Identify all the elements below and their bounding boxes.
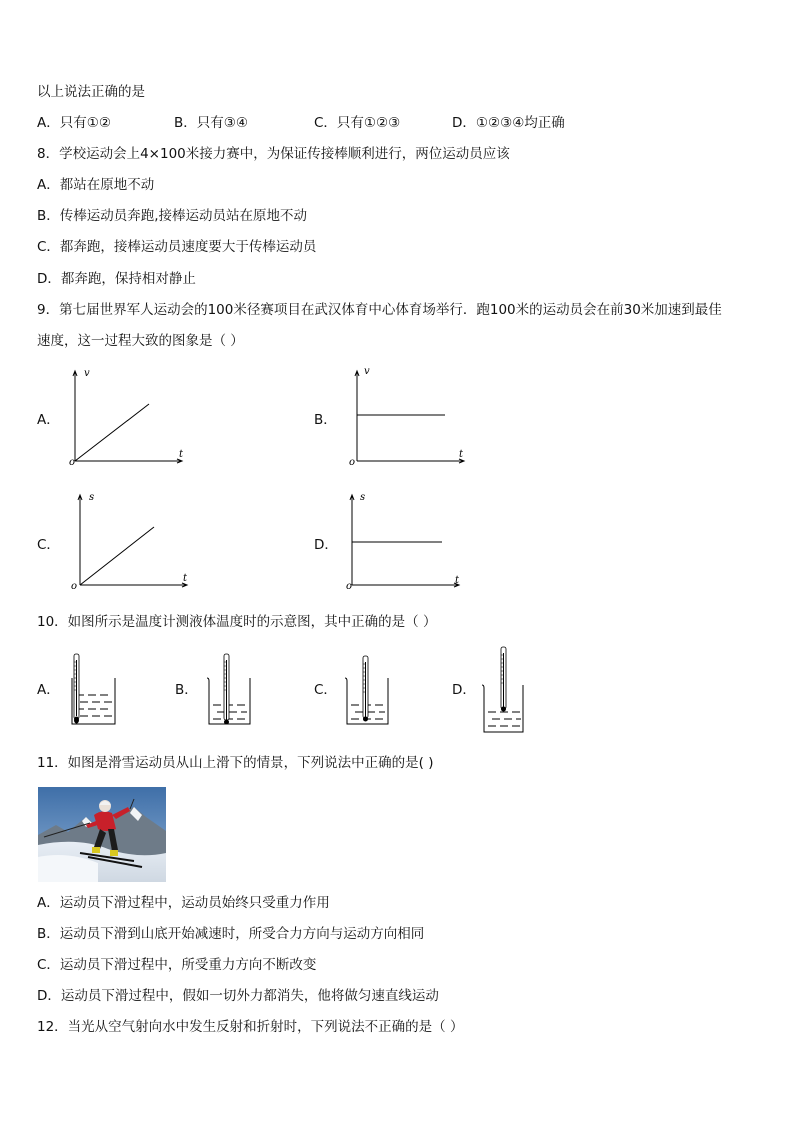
q11-option-a: A．运动员下滑过程中，运动员始终只受重力作用 <box>37 895 330 911</box>
thermometer <box>74 654 79 724</box>
thermometer <box>501 647 506 712</box>
q11-stem: 11．如图是滑雪运动员从山上滑下的情景，下列说法中正确的是( ) <box>37 755 434 771</box>
q9-graph-c <box>71 490 195 592</box>
q9-stem-line1: 9．第七届世界军人运动会的100米径赛项目在武汉体育中心体育场举行．跑100米的运动员会在前30米加速到最佳 <box>37 302 722 318</box>
q11-option-d: D．运动员下滑过程中，假如一切外力都消失，他将做匀速直线运动 <box>37 988 439 1004</box>
y-axis-label: s <box>89 492 95 503</box>
skier-photo <box>38 787 166 882</box>
q10-label-c: C． <box>314 682 337 698</box>
q7-stem-tail: 以上说法正确的是 <box>37 84 145 100</box>
q7-option-a: A．只有①② <box>37 115 111 131</box>
liquid-surface <box>76 695 112 716</box>
y-axis-label: v <box>364 366 370 377</box>
q8-option-c: C．都奔跑，接棒运动员速度要大于传棒运动员 <box>37 239 317 255</box>
origin-label: o <box>69 457 76 468</box>
q7-option-d: D．①②③④均正确 <box>452 115 565 131</box>
q9-graph-c-label: C． <box>37 537 60 553</box>
q10-stem: 10．如图所示是温度计测液体温度时的示意图，其中正确的是（ ） <box>37 614 437 630</box>
q8-stem: 8．学校运动会上4×100米接力赛中，为保证传接棒顺利进行，两位运动员应该 <box>37 146 510 162</box>
q9-graph-a-label: A． <box>37 412 60 428</box>
q9-graph-d <box>347 490 467 590</box>
q8-option-b: B．传棒运动员奔跑,接棒运动员站在原地不动 <box>37 208 308 224</box>
q9-stem-line2: 速度，这一过程大致的图象是（ ） <box>37 333 244 349</box>
y-axis-label: v <box>84 368 90 379</box>
thermometer <box>224 654 229 725</box>
q10-figure-c <box>343 650 395 726</box>
q7-option-c: C．只有①②③ <box>314 115 401 131</box>
x-axis-label: t <box>455 575 460 586</box>
q9-graph-b <box>349 366 472 468</box>
q10-label-b: B． <box>175 682 198 698</box>
x-axis-label: t <box>183 573 188 584</box>
q12-stem: 12．当光从空气射向水中发生反射和折射时，下列说法不正确的是（ ） <box>37 1019 464 1035</box>
q10-label-d: D． <box>452 682 476 698</box>
q11-option-c: C．运动员下滑过程中，所受重力方向不断改变 <box>37 957 317 973</box>
q10-label-a: A． <box>37 682 60 698</box>
q10-figure-d <box>480 645 530 735</box>
q9-graph-b-label: B． <box>314 412 337 428</box>
thermometer <box>363 656 368 722</box>
x-axis-label: t <box>179 449 184 460</box>
q11-option-b: B．运动员下滑到山底开始减速时，所受合力方向与运动方向相同 <box>37 926 425 942</box>
liquid-surface <box>488 712 521 726</box>
y-axis-label: s <box>360 492 366 503</box>
q8-option-a: A．都站在原地不动 <box>37 177 155 193</box>
q9-graph-c-line <box>80 527 154 585</box>
q9-graph-d-label: D． <box>314 537 338 553</box>
q10-figure-a <box>68 650 120 726</box>
q7-option-b: B．只有③④ <box>174 115 248 131</box>
liquid-surface <box>213 705 247 719</box>
q9-graph-a-line <box>75 404 149 461</box>
q10-figure-b <box>205 650 257 726</box>
origin-label: o <box>346 581 353 592</box>
origin-label: o <box>349 457 356 468</box>
x-axis-label: t <box>459 449 464 460</box>
q9-graph-a <box>70 366 190 466</box>
origin-label: o <box>71 581 78 592</box>
q8-option-d: D．都奔跑，保持相对静止 <box>37 271 196 287</box>
